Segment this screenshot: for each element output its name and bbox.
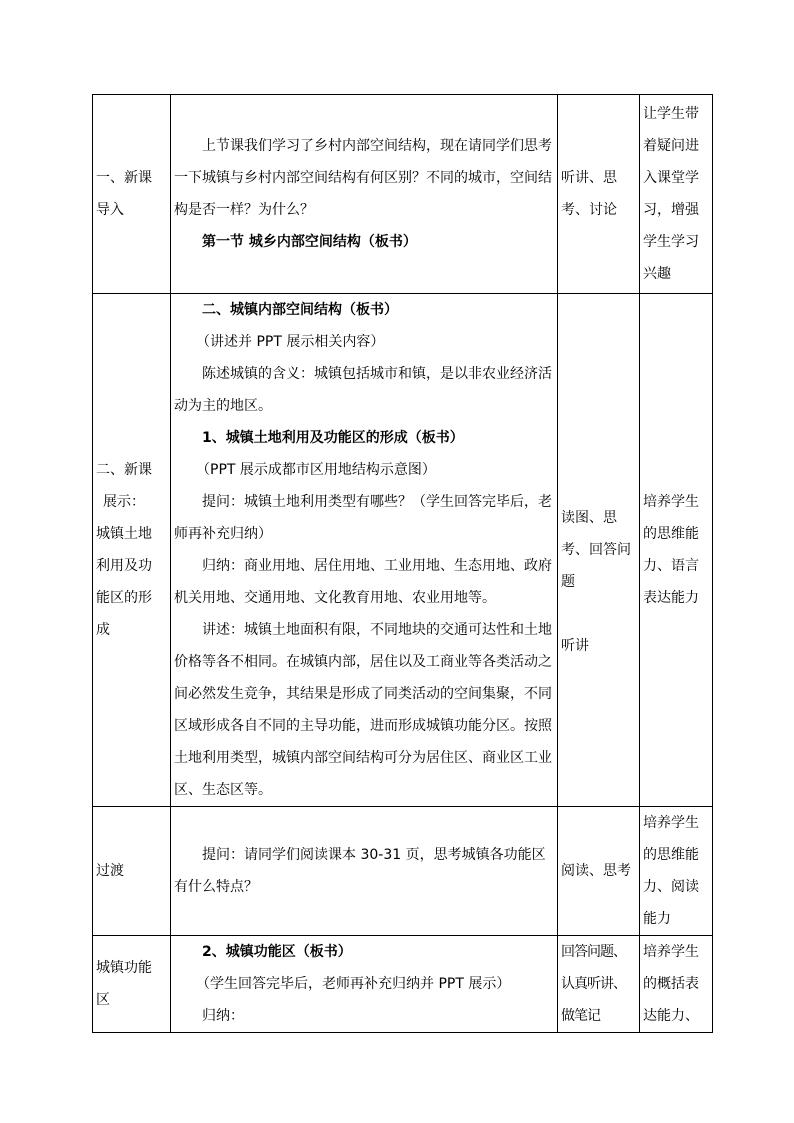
- student-activity: 阅读、思考: [561, 863, 631, 879]
- design-intent-cell: [640, 95, 713, 294]
- content-cell: [171, 807, 558, 936]
- design-intent: 让学生带着疑问进入课堂学习，增强学生学习兴趣: [643, 106, 699, 282]
- content-cell: [171, 95, 558, 294]
- content-paragraph: 归纳：商业用地、居住用地、工业用地、生态用地、政府机关用地、交通用地、文化教育用地、农业用地等。: [174, 558, 552, 606]
- stage-line: 利用及功: [96, 558, 152, 574]
- design-intent-cell: [640, 936, 713, 1033]
- stage-cell: [93, 936, 171, 1033]
- content-paragraph: 提问：城镇土地利用类型有哪些？（学生回答完毕后，老师再补充归纳）: [174, 494, 552, 542]
- design-intent: 培养学生的思维能力、阅读能力: [643, 815, 699, 927]
- stage-line: 导入: [96, 202, 124, 218]
- student-activity: 回答问题、认真听讲、做笔记: [561, 944, 626, 1024]
- table-row: [93, 294, 713, 807]
- stage-cell: [93, 95, 171, 294]
- design-intent: 培养学生的思维能力、语言表达能力: [643, 494, 699, 606]
- student-activity-cell: [558, 294, 640, 807]
- design-intent-cell: [640, 294, 713, 807]
- student-activity: 听讲、思考、讨论: [561, 170, 617, 218]
- content-paragraph: （讲述并 PPT 展示相关内容）: [196, 334, 385, 350]
- lesson-plan-table: [92, 94, 713, 1033]
- student-activity: 读图、思考、回答问题: [561, 510, 631, 590]
- stage-line: 城镇功能: [96, 960, 152, 976]
- design-intent: 培养学生的概括表达能力、: [643, 944, 699, 1024]
- stage-line: 成: [96, 622, 110, 638]
- content-paragraph: 提问：请同学们阅读课本 30-31 页，思考城镇各功能区有什么特点？: [174, 847, 546, 895]
- stage-line: 展示：: [103, 494, 145, 510]
- content-paragraph: 陈述城镇的含义：城镇包括城市和镇，是以非农业经济活动为主的地区。: [174, 366, 552, 414]
- content-cell: [171, 936, 558, 1033]
- content-paragraph: （PPT 展示成都市区用地结构示意图）: [196, 462, 436, 478]
- stage-line: 区: [96, 992, 110, 1008]
- content-paragraph: （学生回答完毕后，老师再补充归纳并 PPT 展示）: [196, 976, 511, 992]
- stage-cell: [93, 294, 171, 807]
- content-heading: 2、城镇功能区（板书）: [202, 944, 352, 960]
- table-row: [93, 807, 713, 936]
- student-activity-cell: [558, 936, 640, 1033]
- content-paragraph: 讲述：城镇土地面积有限，不同地块的交通可达性和土地价格等各不相同。在城镇内部，居住以及工商业等各类活动之间必然发生竞争，其结果是形成了同类活动的空间集聚，不同区域形成各自不同的主导功能，进而形成城镇功能分区。按照土地利用类型，城镇内部空间结构可分为居住区、商业区工业区、生态区等。: [174, 622, 552, 798]
- stage-line: 二、新课: [96, 462, 152, 478]
- stage-cell: [93, 807, 171, 936]
- content-cell: [171, 294, 558, 807]
- content-heading: 1、城镇土地利用及功能区的形成（板书）: [202, 430, 464, 446]
- student-activity-cell: [558, 95, 640, 294]
- stage-line: 城镇土地: [96, 526, 152, 542]
- stage-line: 能区的形: [96, 590, 152, 606]
- content-paragraph: 归纳：: [202, 1008, 244, 1024]
- design-intent-cell: [640, 807, 713, 936]
- stage-line: 过渡: [96, 863, 124, 879]
- student-activity: 听讲: [561, 638, 589, 654]
- table-row: [93, 936, 713, 1033]
- content-heading: 第一节 城乡内部空间结构（板书）: [202, 234, 417, 250]
- content-paragraph: 上节课我们学习了乡村内部空间结构，现在请同学们思考一下城镇与乡村内部空间结构有何区别？不同的城市，空间结构是否一样？为什么？: [174, 138, 552, 218]
- stage-line: 一、新课: [96, 170, 152, 186]
- table-row: [93, 95, 713, 294]
- content-heading: 二、城镇内部空间结构（板书）: [202, 302, 398, 318]
- student-activity-cell: [558, 807, 640, 936]
